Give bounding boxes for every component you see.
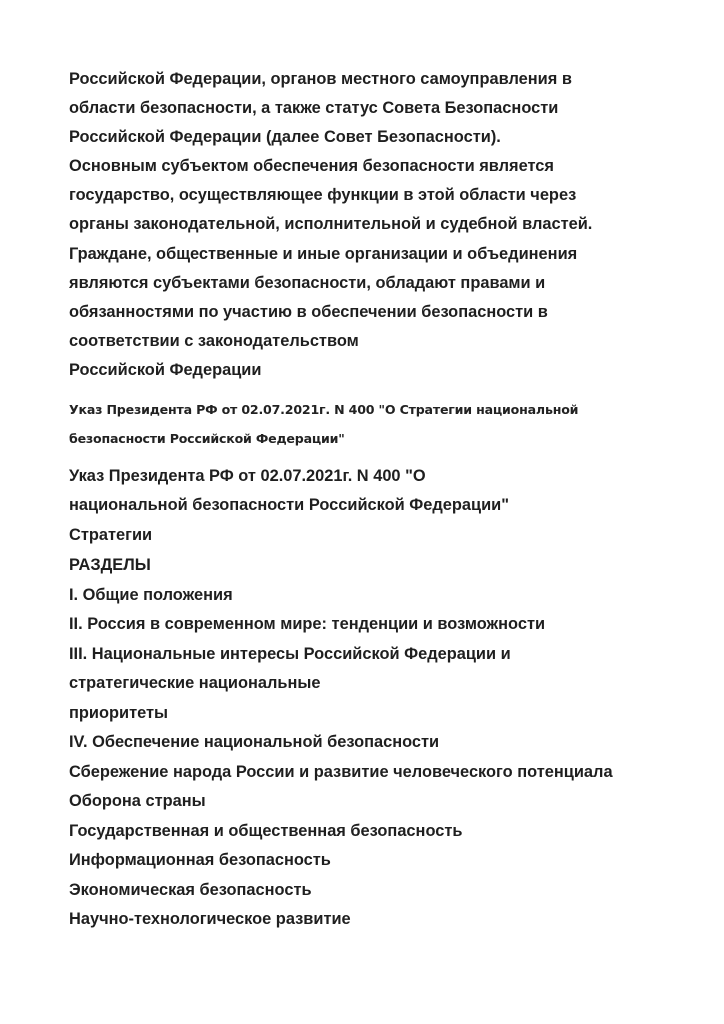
section-item: I. Общие положения xyxy=(69,586,233,604)
sections-title: РАЗДЕЛЫ xyxy=(69,556,151,574)
text-line: Основным субъектом обеспечения безопасности является xyxy=(69,157,554,175)
text-line: Российской Федерации (далее Совет Безопасности). xyxy=(69,128,501,146)
decree-link-line[interactable]: безопасности Российской Федерации" xyxy=(69,431,345,446)
section-item: Оборона страны xyxy=(69,792,206,810)
decree-heading-line: Стратегии xyxy=(69,526,153,544)
decree-heading-line: Указ Президента РФ от 02.07.2021г. N 400 "О xyxy=(69,467,426,485)
text-line: области безопасности, а также статус Совета Безопасности xyxy=(69,99,559,117)
section-item: стратегические национальные xyxy=(69,674,321,692)
text-line: Граждане, общественные и иные организации и объединения xyxy=(69,245,578,263)
text-line: Российской Федерации, органов местного самоуправления в xyxy=(69,70,572,88)
section-item: Сбережение народа России и развитие человеческого потенциала xyxy=(69,763,613,781)
decree-link-line[interactable]: Указ Президента РФ от 02.07.2021г. N 400 "О Стратегии национальной xyxy=(69,402,579,417)
text-line: являются субъектами безопасности, обладают правами и xyxy=(69,274,546,292)
section-item: III. Национальные интересы Российской Федерации и xyxy=(69,645,511,663)
section-item: Государственная и общественная безопасность xyxy=(69,822,463,840)
text-line: государство, осуществляющее функции в этой области через xyxy=(69,186,577,204)
section-item: Научно-технологическое развитие xyxy=(69,910,351,928)
text-line: обязанностями по участию в обеспечении безопасности в xyxy=(69,303,548,321)
section-item: Информационная безопасность xyxy=(69,851,331,869)
section-item: IV. Обеспечение национальной безопасности xyxy=(69,733,440,751)
section-item: приоритеты xyxy=(69,704,169,722)
section-item: Экономическая безопасность xyxy=(69,881,312,899)
text-line: органы законодательной, исполнительной и судебной властей. xyxy=(69,215,593,233)
decree-heading-line: национальной безопасности Российской Федерации" xyxy=(69,496,510,514)
text-line: соответствии с законодательством xyxy=(69,332,359,350)
text-line: Российской Федерации xyxy=(69,361,262,379)
section-item: II. Россия в современном мире: тенденции и возможности xyxy=(69,615,546,633)
